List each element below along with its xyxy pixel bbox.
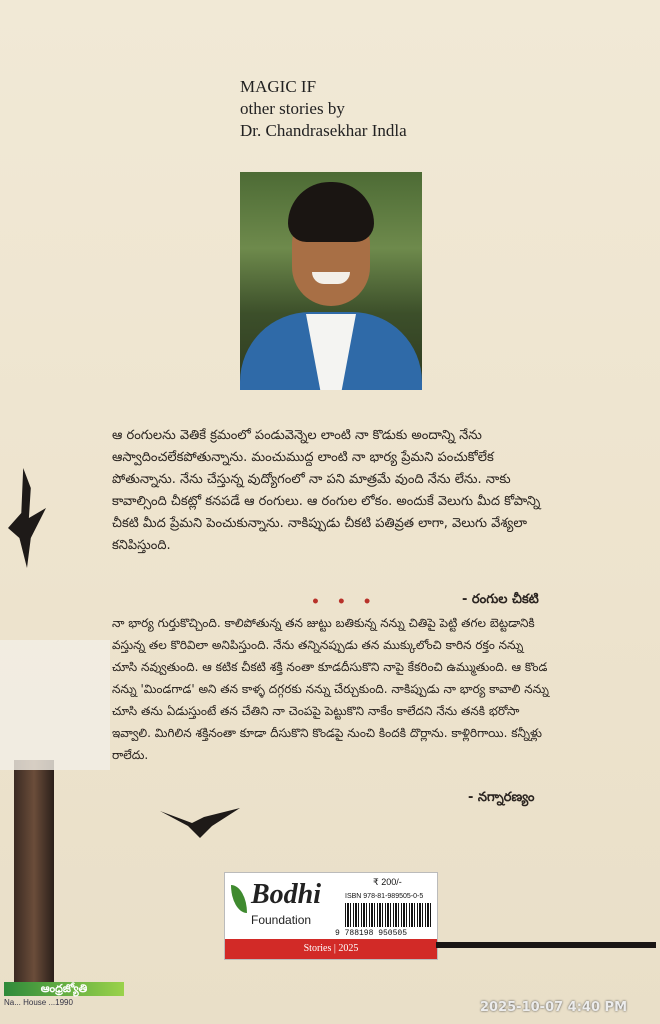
publisher-logo: Bodhi bbox=[251, 879, 322, 910]
section-separator: • • • bbox=[311, 594, 378, 610]
flying-bird-icon bbox=[160, 808, 240, 838]
isbn-label: ISBN 978-81-989505-0-5 bbox=[345, 893, 424, 900]
isbn-number: 9 788198 950505 bbox=[335, 929, 408, 938]
price-label: ₹ 200/- bbox=[373, 877, 402, 887]
excerpt-1-text: ఆ రంగులను వెతికే క్రమంలో పండువెన్నెల లాంటి నా కొడుకు అందాన్ని నేను ఆస్వాదించలేకపోతున్నాను. మంచుముద్ద లాంటి నా భార్య ప్రేమని పంచుకోలేక పోతున్నాను. నేను చేస్తున్న వుద్యోగంలో నా పని మాత్రమే వుంది నేను లేను. నాకు కావాల్సింది చీకట్లో కనపడే ఆ రంగులు. ఆ రంగుల లోకం. అందుకే వెలుగు మీద కోపాన్ని చీకటి మీద ప్రేమని పెంచుకున్నాను. నాకిప్పుడు చీకటి పతివ్రత లాగా, వెలుగు వేశ్యలా కనిపిస్తుంది. bbox=[112, 428, 541, 553]
excerpt-2-attribution: - నగ్నారణ్యం bbox=[468, 790, 535, 805]
excerpt-2-text: నా భార్య గుర్తుకొచ్చింది. కాలిపోతున్న తన జుట్టు బతికున్న నన్ను చితిపై పెట్టి తగల బెట్టడానికి వస్తున్న తల కొరివిలా అనిపిస్తుంది. నేను తన్నినప్పుడు తన ముక్కులోంచి కారిన రక్తం నన్ను చూసి నవ్వుతుంది. ఆ కటిక చీకటి శక్తి నంతా కూడదీసుకొని నాపై కేకరించి ఉమ్ముతుంది. ఆ కొండ నన్ను 'మిండగాడ' అని తన కాళ్ళ దగ్గరకు నన్ను చేర్చుకుంది. నాకిప్పుడు నా భార్య కావాలి నన్ను చూసి తను ఏడుస్తుంటే తన చేతిని నా చెంపపై పెట్టుకొని నాకేం కాలేదని నేను తనకి భరోసా ఇవ్వాలి. మిగిలిన శక్తినంతా కూడా దీసుకొని కొండపై నుంచి కిందకి దొర్లాను. కాళ్లిరిగాయి. కన్నీళ్లు రాలేదు. bbox=[112, 616, 549, 762]
author-photo bbox=[240, 172, 422, 390]
publisher-barcode-box bbox=[224, 872, 438, 960]
author-name: Dr. Chandrasekhar Indla bbox=[240, 121, 407, 140]
watermark-logo: ఆంధ్రజ్యోతి bbox=[4, 982, 124, 996]
publisher-sub: Foundation bbox=[251, 913, 312, 927]
crow-icon bbox=[8, 468, 46, 568]
book-title: MAGIC IF bbox=[240, 77, 317, 96]
decorative-pillar bbox=[14, 760, 54, 990]
decorative-line bbox=[436, 942, 656, 948]
excerpt-1-attribution: - రంగుల చీకటి bbox=[462, 592, 539, 607]
decorative-paper bbox=[0, 640, 110, 770]
title-block bbox=[240, 76, 500, 142]
photo-timestamp: 2025-10-07 4:40 PM bbox=[480, 1000, 628, 1015]
barcode bbox=[345, 903, 431, 927]
book-subtitle: other stories by bbox=[240, 99, 345, 118]
watermark-sub: Na... House ...1990 bbox=[4, 998, 73, 1007]
leaf-icon bbox=[231, 885, 247, 913]
category-bar: Stories | 2025 bbox=[225, 939, 437, 959]
